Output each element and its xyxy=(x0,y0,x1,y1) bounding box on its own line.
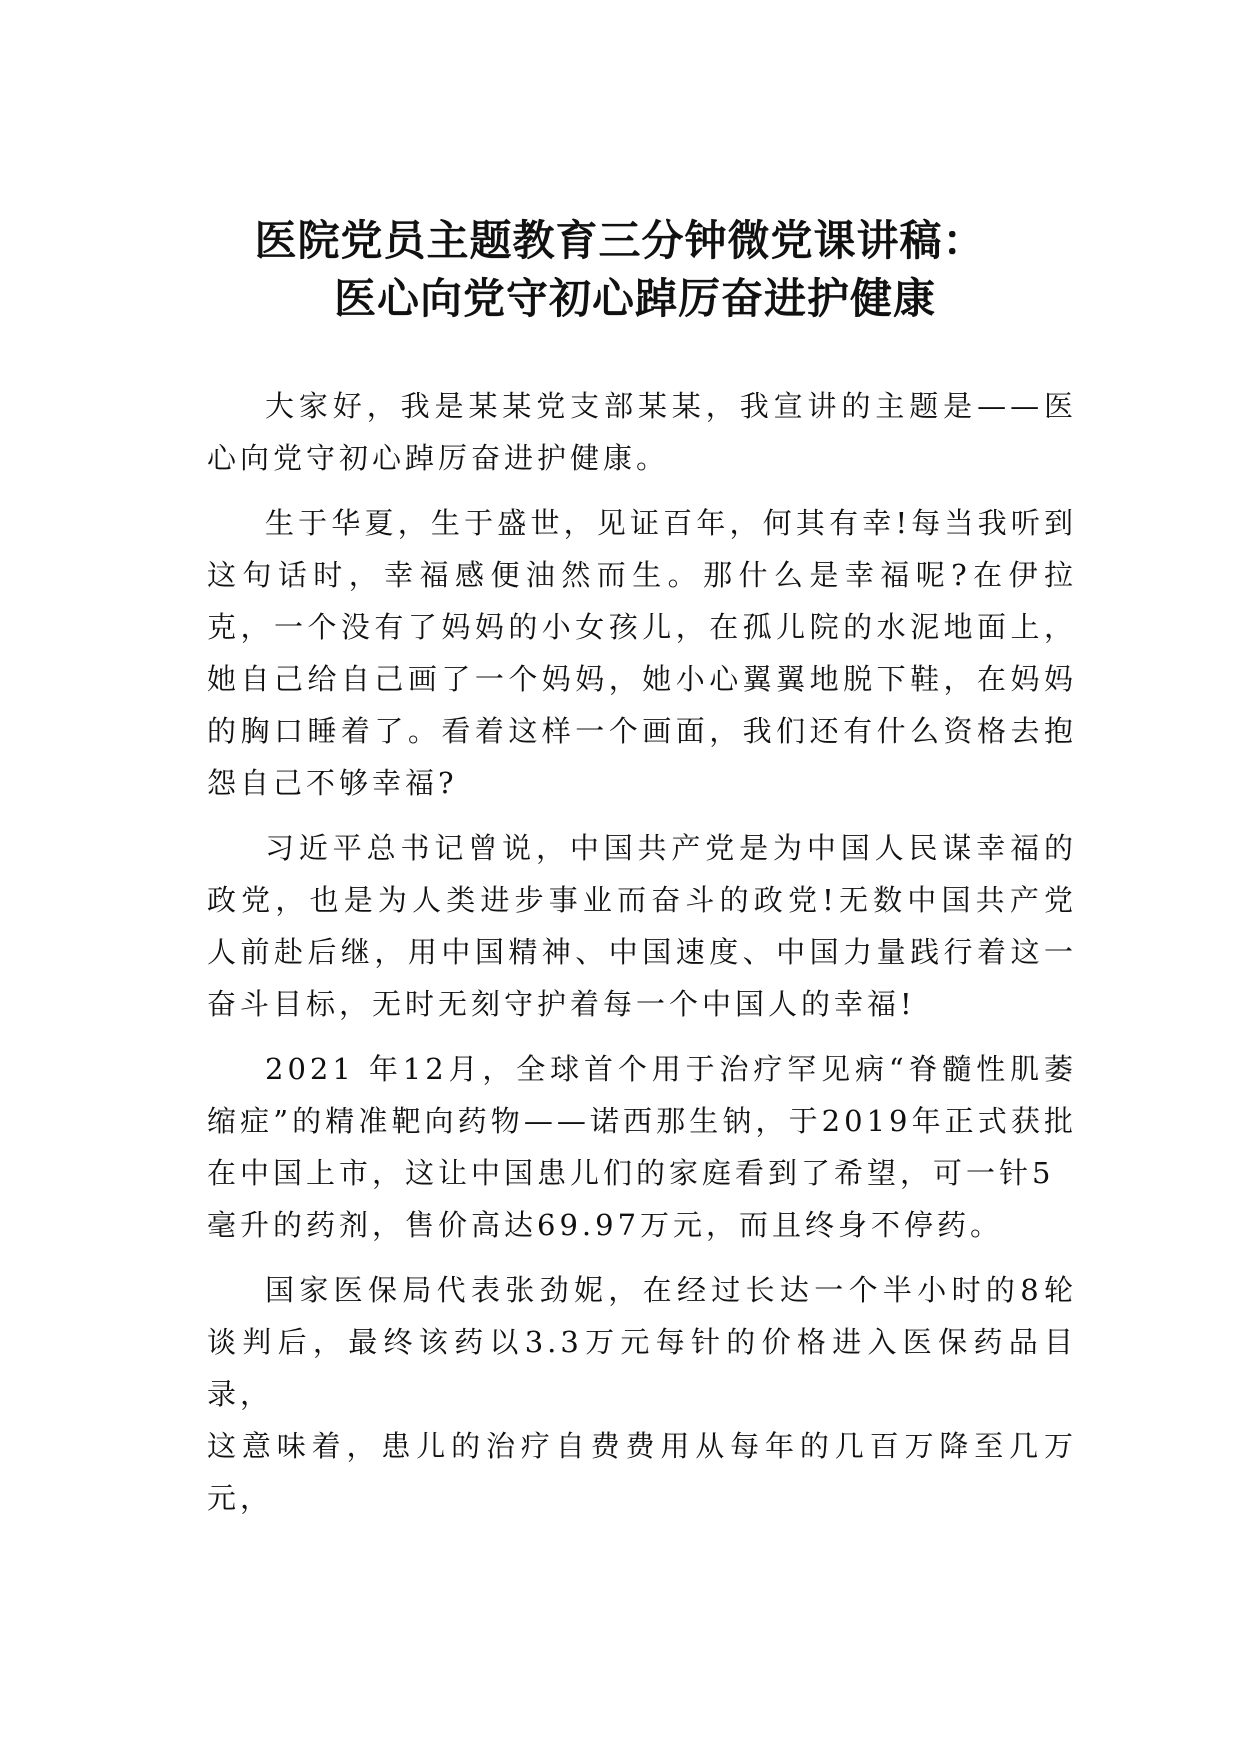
paragraph xyxy=(207,1264,1077,1524)
title-line-2: 医心向党守初心踔厉奋进护健康 xyxy=(333,274,936,323)
title-line-1: 医院党员主题教育三分钟微党课讲稿： xyxy=(254,216,986,265)
paragraph-text: 习近平总书记曾说，中国共产党是为中国人民谋幸福的政党，也是为人类进步事业而奋斗的政党!无数中国共产党人前赴后继，用中国精神、中国速度、中国力量践行着这一奋斗目标，无时无刻守护着每一个中国人的幸福! xyxy=(207,831,1077,1021)
paragraph-text: 2021 年12月，全球首个用于治疗罕见病“脊髓性肌萎 缩症”的精准靶向药物——诺西那生钠，于2019年正式获批 在中国上市，这让中国患儿们的家庭看到了希望，可一针5 xyxy=(207,1052,1077,1190)
paragraph-continuation: 毫升的药剂，售价高达69.97万元，而且终身不停药。 xyxy=(207,1208,1004,1242)
paragraph-text: 国家医保局代表张劲妮，在经过长达一个半小时的8轮谈判后，最终该药以3.3万元每针的价格进入医保药品目录， xyxy=(207,1273,1077,1411)
paragraph-continuation: 这意味着，患儿的治疗自费费用从每年的几百万降至几万元， xyxy=(207,1429,1077,1515)
paragraph xyxy=(207,497,1077,809)
paragraph xyxy=(207,1043,1077,1251)
paragraph xyxy=(207,822,1077,1030)
page-title xyxy=(150,212,1090,328)
document-body xyxy=(207,380,1077,1537)
paragraph-text: 大家好，我是某某党支部某某，我宣讲的主题是——医心向党守初心踔厉奋进护健康。 xyxy=(207,389,1077,475)
paragraph-text: 生于华夏，生于盛世，见证百年，何其有幸!每当我听到这句话时，幸福感便油然而生。那什么是幸福呢?在伊拉克，一个没有了妈妈的小女孩儿，在孤儿院的水泥地面上，她自己给自己画了一个妈妈，她小心翼翼地脱下鞋，在妈妈的胸口睡着了。看着这样一个画面，我们还有什么资格去抱怨自己不够幸福? xyxy=(207,506,1077,800)
paragraph xyxy=(207,380,1077,484)
